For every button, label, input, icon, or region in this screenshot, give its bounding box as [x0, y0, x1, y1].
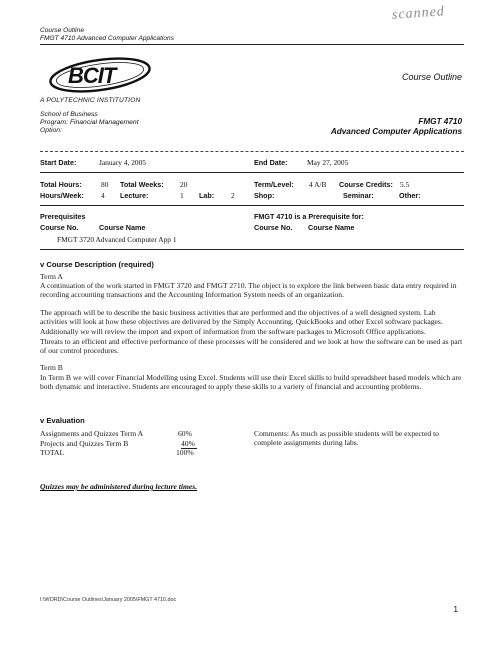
evaluation-row-label: Assignments and Quizzes Term A — [40, 429, 144, 438]
term-a-paragraph-2: The approach will be to describe the basic business activities that are performed and the objectives of a well designed system. Lab activities will look at how these objectives are delivered by the Simply Accounting, QuickBooks and other Excel software packages. Additionally we will review the import and export of information from the software packages to Microsoft Office applications. — [40, 308, 443, 336]
school-name: School of Business — [40, 111, 98, 118]
start-date-label: Start Date: — [40, 158, 77, 167]
prereq-item: FMGT 3720 Advanced Computer App 1 — [57, 235, 177, 244]
seminar-label: Seminar: — [343, 191, 374, 200]
prerequisite-for-title: FMGT 4710 is a Prerequisite for: — [254, 212, 364, 221]
other-label: Other: — [399, 191, 421, 200]
course-description-heading: v Course Description (required) — [40, 260, 154, 269]
course-code: FMGT 4710 — [418, 117, 462, 126]
logo-wordmark: BCIT — [68, 63, 116, 88]
total-weeks-value: 20 — [180, 180, 188, 189]
bcit-logo — [42, 54, 162, 96]
course-name: Advanced Computer Applications — [330, 127, 462, 136]
page-number: 1 — [453, 605, 458, 614]
dates-bottom-rule — [40, 172, 464, 173]
evaluation-row-label: TOTAL — [40, 448, 65, 457]
end-date-value: May 27, 2005 — [307, 158, 349, 167]
prereq-for-course-name-header: Course Name — [308, 223, 355, 232]
program-name: Program: Financial Management — [40, 119, 139, 126]
lecture-value: 1 — [180, 191, 184, 200]
evaluation-row-value: 100% — [176, 448, 194, 457]
start-date-value: January 4, 2005 — [99, 158, 147, 167]
lab-value: 2 — [231, 191, 235, 200]
term-b-label: Term B — [40, 363, 63, 372]
evaluation-row — [40, 429, 200, 439]
running-header-course: FMGT 4710 Advanced Computer Applications — [40, 35, 175, 42]
quizzes-note: Quizzes may be administered during lecture times. — [40, 482, 198, 491]
hours-week-label: Hours/Week: — [40, 191, 84, 200]
dates-top-rule — [40, 151, 464, 152]
course-credits-value: 5.5 — [400, 180, 410, 189]
term-b-paragraph-1: In Term B we will cover Financial Modelling using Excel. Students will use their Excel skills to build spreadsheet based models which are both dynamic and interactive. Students are encouraged to apply these skills to a variety of financial and accounting problems. — [40, 373, 462, 392]
prerequisites-title: Prerequisites — [40, 212, 86, 221]
term-level-value: 4 A/B — [309, 180, 327, 189]
header-rule — [40, 44, 464, 45]
shop-label: Shop: — [254, 191, 275, 200]
evaluation-heading: v Evaluation — [40, 416, 85, 425]
total-hours-value: 80 — [101, 180, 109, 189]
term-level-label: Term/Level: — [254, 180, 294, 189]
evaluation-row-value: 40% — [181, 438, 195, 448]
evaluation-row — [40, 448, 200, 458]
prereq-course-no-header: Course No. — [40, 223, 79, 232]
document-type-title: Course Outline — [401, 72, 462, 82]
evaluation-row — [40, 439, 200, 449]
term-a-paragraph-1: A continuation of the work started in FMGT 3720 and FMGT 2710. The object is to explore the link between basic data entry required in recording accounting transactions and the Accounting Information System needs of an organization. — [40, 281, 457, 300]
lecture-label: Lecture: — [120, 191, 149, 200]
course-credits-label: Course Credits: — [339, 180, 393, 189]
hours-bottom-rule — [40, 205, 464, 206]
end-date-label: End Date: — [254, 158, 288, 167]
evaluation-row-label: Projects and Quizzes Term B — [40, 438, 129, 448]
running-header-title: Course Outline — [40, 27, 84, 34]
prereq-for-course-no-header: Course No. — [254, 223, 293, 232]
prereq-bottom-rule — [40, 249, 464, 250]
total-hours-label: Total Hours: — [40, 180, 82, 189]
evaluation-table — [40, 429, 200, 458]
term-a-paragraph-3: Threats to an efficient and effective performance of these processes will be considered and we look at how the software can be used as part of our control procedures. — [40, 337, 463, 356]
evaluation-row-value: 60% — [178, 429, 192, 438]
total-weeks-label: Total Weeks: — [120, 180, 164, 189]
option-label: Option: — [40, 127, 62, 134]
scanned-stamp: scanned — [391, 4, 446, 23]
evaluation-comments: Comments: As much as possible students will be expected to complete assignments during labs. — [254, 429, 439, 448]
footer-file-path: I:\WORD\Course Outlines\January 2005\FMGT 4710.doc — [40, 597, 177, 603]
lab-label: Lab: — [199, 191, 215, 200]
logo-tagline: A POLYTECHNIC INSTITUTION — [40, 97, 141, 104]
prereq-course-name-header: Course Name — [99, 223, 146, 232]
hours-week-value: 4 — [101, 191, 105, 200]
term-a-label: Term A — [40, 272, 63, 281]
